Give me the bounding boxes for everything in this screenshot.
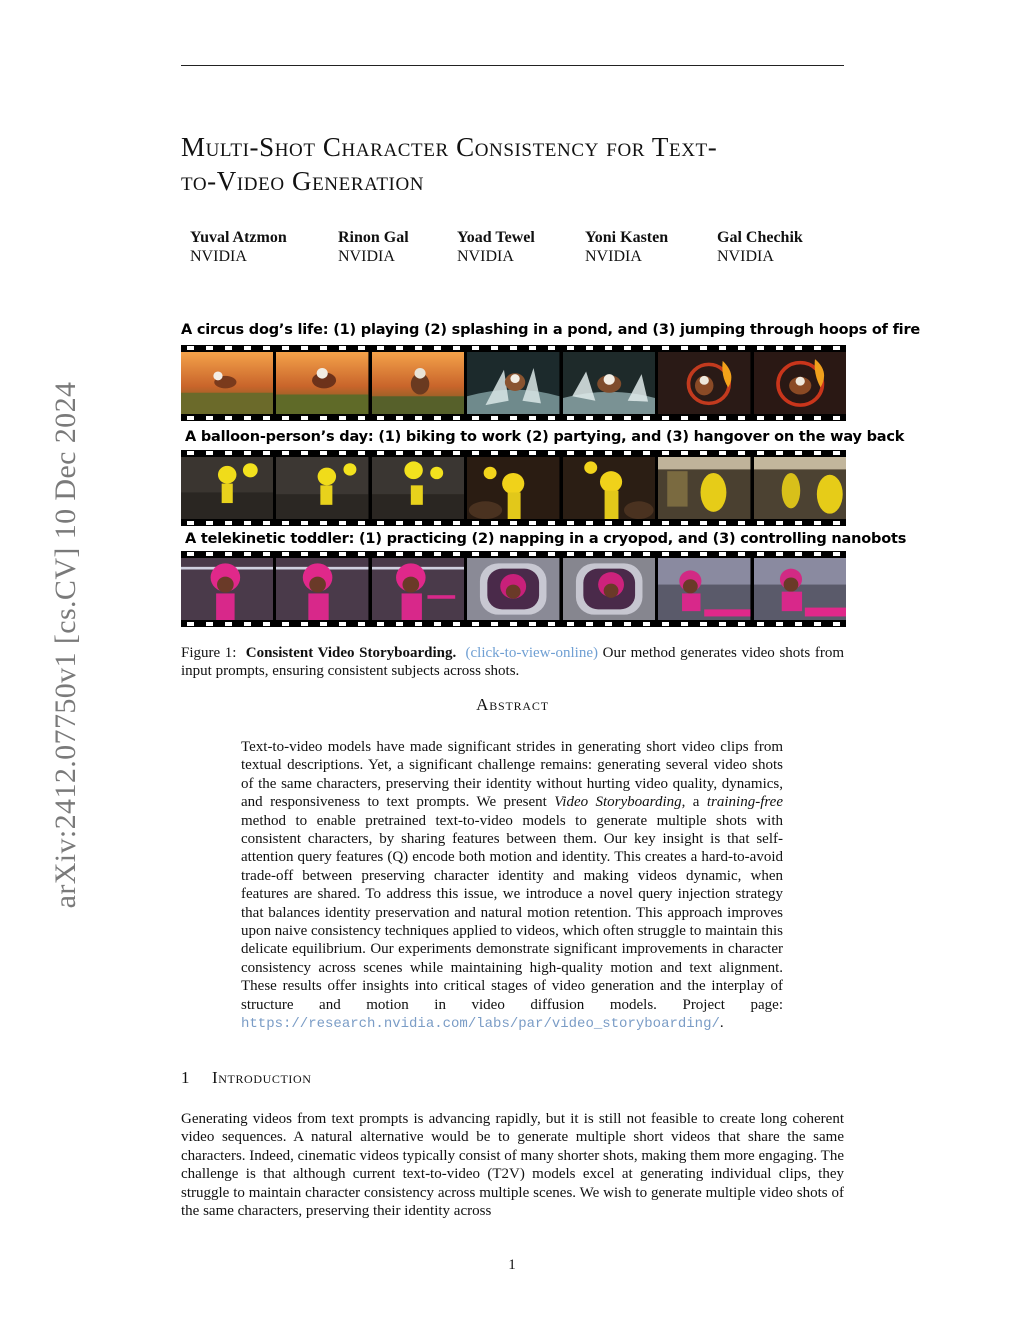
frame-dog-playing-3 bbox=[372, 352, 464, 414]
abstract-part-2: , a bbox=[681, 794, 707, 811]
strip-prompt-balloon: A balloon-person’s day: (1) biking to work (2) partying, and (3) hangover on the way back bbox=[185, 429, 905, 445]
author-affiliation: NVIDIA bbox=[585, 248, 642, 265]
figure-caption bbox=[181, 644, 844, 680]
frame-balloon-biking-2 bbox=[276, 457, 368, 519]
section-title: Introduction bbox=[212, 1068, 312, 1087]
abstract-heading: Abstract bbox=[476, 695, 549, 714]
author-affiliation: NVIDIA bbox=[717, 248, 774, 265]
figure-caption-text: Our method generates video shots from input prompts, ensuring consistent subjects across shots. bbox=[181, 645, 845, 679]
section-number: 1 bbox=[181, 1068, 191, 1087]
project-page-link[interactable]: https://research.nvidia.com/labs/par/video_storyboarding/ bbox=[241, 1016, 720, 1033]
top-rule bbox=[181, 65, 844, 66]
arxiv-identifier: arXiv:2412.07750v1 [cs.CV] 10 Dec 2024 bbox=[49, 381, 82, 909]
strip-prompt-dog: A circus dog’s life: (1) playing (2) splashing in a pond, and (3) jumping through hoops of fire bbox=[181, 322, 921, 338]
abstract-emphasis-training-free: training-free bbox=[706, 794, 783, 811]
page-number: 1 bbox=[508, 1257, 516, 1273]
click-to-view-online-link[interactable]: (click-to-view-online) bbox=[465, 645, 598, 661]
frame-toddler-practicing-2 bbox=[276, 558, 368, 620]
abstract-end: . bbox=[719, 1015, 724, 1032]
abstract-emphasis-method: Video Storyboarding bbox=[554, 794, 682, 811]
frame-toddler-practicing-3 bbox=[372, 558, 464, 620]
frame-toddler-nanobots-2 bbox=[754, 558, 846, 620]
frame-toddler-cryopod-2 bbox=[563, 558, 655, 620]
frame-toddler-practicing-1 bbox=[181, 558, 273, 620]
frame-balloon-hangover-1 bbox=[658, 457, 750, 519]
author-name: Yuval Atzmon bbox=[190, 229, 287, 246]
frame-dog-playing-2 bbox=[276, 352, 368, 414]
frame-toddler-nanobots-1 bbox=[658, 558, 750, 620]
abstract-text bbox=[241, 738, 783, 1034]
title-line-2: to-Video Generation bbox=[181, 166, 425, 196]
author-name: Rinon Gal bbox=[338, 229, 409, 246]
author-3 bbox=[457, 228, 535, 266]
frame-dog-hoop-2 bbox=[754, 352, 846, 414]
frame-balloon-biking-3 bbox=[372, 457, 464, 519]
section-heading-introduction bbox=[181, 1068, 312, 1088]
author-name: Yoad Tewel bbox=[457, 229, 535, 246]
filmstrip-dog bbox=[181, 345, 846, 421]
author-name: Gal Chechik bbox=[717, 229, 803, 246]
frame-dog-splashing-2 bbox=[563, 352, 655, 414]
frame-dog-hoop-1 bbox=[658, 352, 750, 414]
abstract-part-1: Text-to-video models have made significant strides in generating short video clips from textual descriptions. Yet, a significant challenge remains: generating several video shots of the same characters, preserving their identity without hurting video quality, dynamics, and responsiveness to text prompts. We present bbox=[241, 739, 783, 811]
author-affiliation: NVIDIA bbox=[457, 248, 514, 265]
strip-prompt-toddler: A telekinetic toddler: (1) practicing (2) napping in a cryopod, and (3) controlling nanobots bbox=[185, 531, 907, 547]
author-list bbox=[190, 228, 850, 268]
author-affiliation: NVIDIA bbox=[190, 248, 247, 265]
frame-balloon-party-1 bbox=[467, 457, 559, 519]
author-4 bbox=[585, 228, 668, 266]
author-affiliation: NVIDIA bbox=[338, 248, 395, 265]
filmstrip-toddler bbox=[181, 551, 846, 627]
abstract-part-3: method to enable pretrained text-to-video models to generate multiple shots with consistent characters, by sharing features between them. Our key insight is that self-attention query features (Q) encode both motion and identity. This creates a hard-to-avoid trade-off between preserving character identity and making videos dynamic, when features are shared. To address this issue, we introduce a novel query injection strategy that balances identity preservation and natural motion retention. This approach improves upon naive consistency techniques applied to videos, which often struggle to maintain this delicate equilibrium. Our experiments demonstrate significant improvements in character consistency across scenes while maintaining high-quality motion and text alignment. These results offer insights into critical stages of video generation and the interplay of structure and motion in video diffusion models. Project page: bbox=[241, 812, 783, 1013]
frame-balloon-hangover-2 bbox=[754, 457, 846, 519]
frame-balloon-party-2 bbox=[563, 457, 655, 519]
title-line-1: Multi-Shot Character Consistency for Text- bbox=[181, 132, 718, 162]
introduction-text: Generating videos from text prompts is advancing rapidly, but it is still not feasible to create long coherent video sequences. A natural alternative would be to generate multiple short videos that share the same characters. Indeed, cinematic videos typically consist of many shorter shots, making them more engaging. The challenge is that although current text-to-video (T2V) models excel at generating individual clips, they struggle to maintain character consistency across multiple scenes. We wish to generate multiple video shots of the same characters, preserving their identity across bbox=[181, 1111, 844, 1220]
figure-label: Figure 1: bbox=[181, 645, 237, 661]
frame-toddler-cryopod-1 bbox=[467, 558, 559, 620]
frame-dog-splashing-1 bbox=[467, 352, 559, 414]
frame-balloon-biking-1 bbox=[181, 457, 273, 519]
author-name: Yoni Kasten bbox=[585, 229, 669, 246]
author-1 bbox=[190, 228, 287, 266]
author-2 bbox=[338, 228, 409, 266]
paper-title bbox=[181, 130, 861, 198]
figure-caption-title: Consistent Video Storyboarding. bbox=[245, 645, 457, 661]
frame-dog-playing-1 bbox=[181, 352, 273, 414]
author-5 bbox=[717, 228, 803, 266]
filmstrip-balloon bbox=[181, 450, 846, 526]
